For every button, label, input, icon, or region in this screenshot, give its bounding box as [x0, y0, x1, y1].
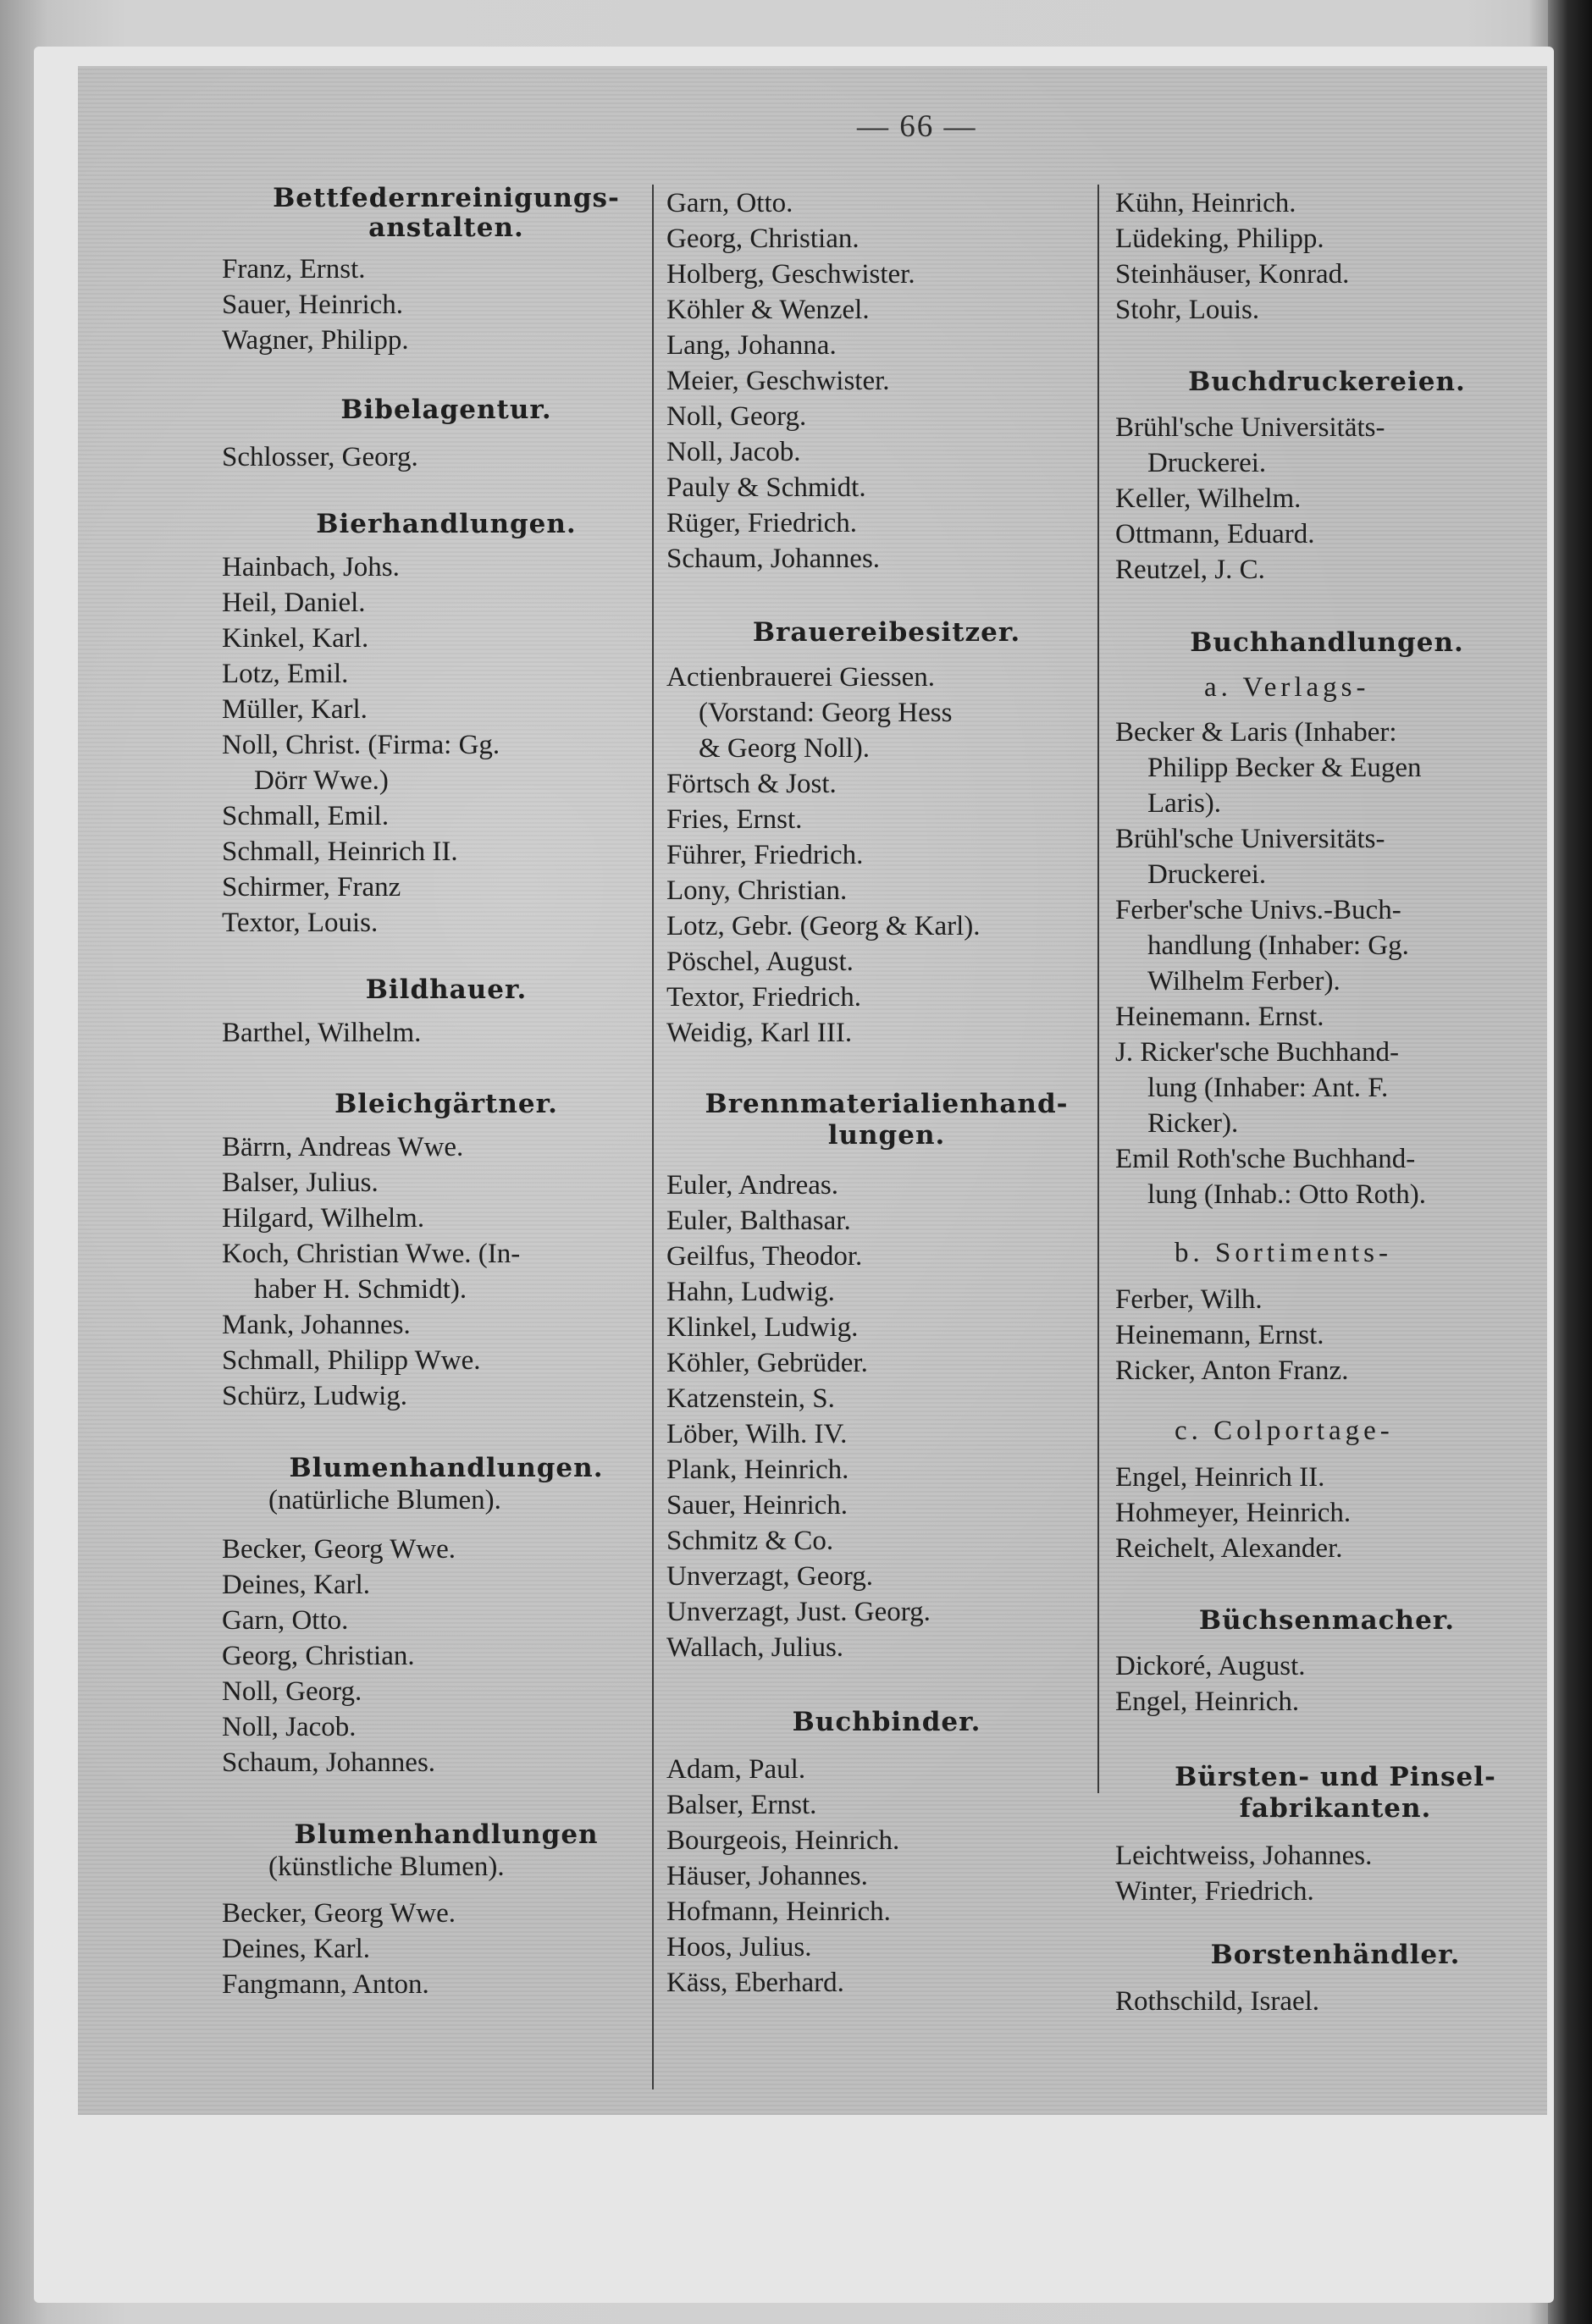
list-item: Deines, Karl.: [222, 1570, 371, 1600]
list-item: Schmall, Emil.: [222, 801, 390, 831]
list-item: Geilfus, Theodor.: [666, 1241, 863, 1272]
list-item-continuation: (Vorstand: Georg Hess: [699, 698, 953, 728]
list-item: Schaum, Johannes.: [666, 544, 881, 574]
list-item: Deines, Karl.: [222, 1934, 371, 1964]
list-item: Weidig, Karl III.: [666, 1018, 853, 1048]
list-item: Engel, Heinrich II.: [1115, 1462, 1325, 1493]
directory-column-2: [666, 66, 1124, 2115]
list-item: Klinkel, Ludwig.: [666, 1312, 859, 1343]
list-item: Noll, Jacob.: [666, 437, 801, 467]
list-item: Heinemann. Ernst.: [1115, 1002, 1324, 1032]
list-item: Pöschel, August.: [666, 947, 854, 977]
list-item: Fangmann, Anton.: [222, 1969, 429, 2000]
heading-bleichgaertner: Bleichgärtner.: [334, 1089, 558, 1119]
list-item-continuation: Laris).: [1147, 788, 1222, 819]
list-item-continuation: Philipp Becker & Eugen: [1147, 753, 1422, 783]
heading-bettfedern-cont: anstalten.: [368, 213, 524, 243]
list-item: Schmall, Heinrich II.: [222, 836, 458, 867]
list-item: Garn, Otto.: [666, 188, 793, 218]
print-area: [78, 66, 1547, 2115]
subheading-colportage: c. Colportage-: [1175, 1416, 1394, 1446]
list-item-continuation: Druckerei.: [1147, 448, 1267, 478]
list-item-continuation: Wilhelm Ferber).: [1147, 966, 1340, 996]
heading-brauereibesitzer: Brauereibesitzer.: [752, 617, 1021, 648]
list-item: Hahn, Ludwig.: [666, 1277, 835, 1307]
heading-buersten-cont: fabrikanten.: [1239, 1793, 1432, 1824]
list-item: Dickoré, August.: [1115, 1651, 1306, 1681]
list-item: Schaum, Johannes.: [222, 1747, 436, 1778]
list-item: Lang, Johanna.: [666, 330, 837, 361]
list-item: Häuser, Johannes.: [666, 1861, 868, 1891]
list-item: Lüdeking, Philipp.: [1115, 224, 1324, 254]
list-item: Förtsch & Jost.: [666, 769, 837, 799]
list-item: Müller, Karl.: [222, 694, 368, 725]
list-item: Unverzagt, Georg.: [666, 1561, 874, 1592]
list-item-continuation: Druckerei.: [1147, 859, 1267, 890]
directory-column-1: [222, 66, 679, 2115]
list-item: Lotz, Emil.: [222, 659, 349, 689]
heading-subtitle: (künstliche Blumen).: [268, 1852, 505, 1882]
list-item: Becker & Laris (Inhaber:: [1115, 717, 1397, 748]
list-item: Köhler & Wenzel.: [666, 295, 870, 325]
list-item: Textor, Louis.: [222, 908, 379, 938]
list-item: Schmall, Philipp Wwe.: [222, 1345, 481, 1376]
heading-buchdruckereien: Buchdruckereien.: [1188, 367, 1466, 397]
list-item: Hohmeyer, Heinrich.: [1115, 1498, 1352, 1528]
list-item: Mank, Johannes.: [222, 1310, 411, 1340]
list-item: Brühl'sche Universitäts-: [1115, 824, 1385, 854]
heading-buchbinder: Buchbinder.: [792, 1707, 981, 1737]
list-item: Emil Roth'sche Buchhand-: [1115, 1144, 1416, 1174]
list-item: Noll, Georg.: [222, 1676, 362, 1707]
list-item: Ricker, Anton Franz.: [1115, 1355, 1349, 1386]
list-item: Garn, Otto.: [222, 1605, 349, 1636]
list-item: Holberg, Geschwister.: [666, 259, 915, 290]
heading-brennmaterialienhandlungen: Brennmaterialienhand-: [705, 1089, 1069, 1119]
list-item: Becker, Georg Wwe.: [222, 1534, 456, 1565]
list-item: Franz, Ernst.: [222, 254, 366, 284]
list-item: Rüger, Friedrich.: [666, 508, 858, 538]
list-item: Kinkel, Karl.: [222, 623, 369, 654]
list-item: Wallach, Julius.: [666, 1632, 844, 1663]
list-item-continuation: handlung (Inhaber: Gg.: [1147, 930, 1409, 961]
subheading-sortiments: b. Sortiments-: [1175, 1238, 1392, 1268]
page-number: — 66 —: [857, 109, 977, 144]
list-item: Keller, Wilhelm.: [1115, 483, 1302, 514]
heading-bierhandlungen: Bierhandlungen.: [316, 509, 577, 539]
list-item: Lony, Christian.: [666, 875, 848, 906]
list-item: Hainbach, Johs.: [222, 552, 400, 582]
list-item: Balser, Ernst.: [666, 1790, 817, 1820]
list-item: Sauer, Heinrich.: [222, 290, 404, 320]
list-item: Rothschild, Israel.: [1115, 1986, 1320, 2017]
list-item: Leichtweiss, Johannes.: [1115, 1841, 1373, 1871]
list-item: Schirmer, Franz: [222, 872, 401, 903]
list-item: Katzenstein, S.: [666, 1383, 835, 1414]
list-item: Löber, Wilh. IV.: [666, 1419, 848, 1449]
heading-buersten-pinselfabrikanten: Bürsten- und Pinsel-: [1175, 1762, 1496, 1792]
list-item: Noll, Georg.: [666, 401, 807, 432]
list-item: Kühn, Heinrich.: [1115, 188, 1296, 218]
list-item-continuation: Ricker).: [1147, 1108, 1239, 1139]
heading-subtitle: (natürliche Blumen).: [268, 1485, 501, 1515]
list-item: Lotz, Gebr. (Georg & Karl).: [666, 911, 981, 941]
list-item: Noll, Christ. (Firma: Gg.: [222, 730, 500, 760]
list-item: Schürz, Ludwig.: [222, 1381, 408, 1411]
directory-column-3: [1115, 66, 1573, 2115]
list-item: Bourgeois, Heinrich.: [666, 1825, 900, 1856]
list-item: Euler, Andreas.: [666, 1170, 839, 1201]
heading-borstenhaendler: Borstenhändler.: [1210, 1940, 1461, 1970]
list-item: Ferber, Wilh.: [1115, 1284, 1263, 1315]
list-item: Georg, Christian.: [666, 224, 860, 254]
list-item: Unverzagt, Just. Georg.: [666, 1597, 931, 1627]
list-item: Textor, Friedrich.: [666, 982, 862, 1013]
list-item-continuation: Dörr Wwe.): [254, 765, 389, 796]
list-item: Schmitz & Co.: [666, 1526, 834, 1556]
list-item-continuation: haber H. Schmidt).: [254, 1274, 467, 1305]
list-item: Fries, Ernst.: [666, 804, 803, 835]
subheading-verlags: a. Verlags-: [1204, 672, 1370, 703]
list-item: Actienbrauerei Giessen.: [666, 662, 936, 693]
list-item: Pauly & Schmidt.: [666, 472, 866, 503]
list-item: Winter, Friedrich.: [1115, 1876, 1314, 1907]
list-item: Käss, Eberhard.: [666, 1968, 844, 1998]
list-item-continuation: & Georg Noll).: [699, 733, 870, 764]
heading-bettfedern: Bettfedernreinigungs-: [273, 183, 620, 213]
list-item: Engel, Heinrich.: [1115, 1686, 1300, 1717]
list-item: Hofmann, Heinrich.: [666, 1896, 891, 1927]
list-item-continuation: lung (Inhab.: Otto Roth).: [1147, 1179, 1427, 1210]
list-item: Balser, Julius.: [222, 1168, 379, 1198]
list-item: Ottmann, Eduard.: [1115, 519, 1315, 549]
list-item: Euler, Balthasar.: [666, 1206, 851, 1236]
heading-blumenhandlungen-kuenstlich: Blumenhandlungen: [294, 1819, 599, 1850]
heading-bildhauer: Bildhauer.: [365, 974, 528, 1005]
list-item: Bärrn, Andreas Wwe.: [222, 1132, 464, 1162]
list-item: J. Ricker'sche Buchhand-: [1115, 1037, 1399, 1068]
list-item: Schlosser, Georg.: [222, 442, 418, 472]
list-item: Reutzel, J. C.: [1115, 555, 1265, 585]
list-item: Georg, Christian.: [222, 1641, 415, 1671]
list-item: Hoos, Julius.: [666, 1932, 812, 1962]
list-item: Meier, Geschwister.: [666, 366, 890, 396]
list-item: Steinhäuser, Konrad.: [1115, 259, 1350, 290]
list-item: Sauer, Heinrich.: [666, 1490, 849, 1521]
list-item: Wagner, Philipp.: [222, 325, 409, 356]
list-item: Stohr, Louis.: [1115, 295, 1260, 325]
list-item: Heil, Daniel.: [222, 588, 366, 618]
heading-blumenhandlungen-natuerlich: Blumenhandlungen.: [289, 1453, 604, 1483]
list-item: Noll, Jacob.: [222, 1712, 357, 1742]
list-item: Ferber'sche Univs.-Buch-: [1115, 895, 1401, 925]
heading-buechsenmacher: Büchsenmacher.: [1198, 1605, 1456, 1636]
list-item: Führer, Friedrich.: [666, 840, 864, 870]
heading-buchhandlungen: Buchhandlungen.: [1190, 627, 1464, 658]
list-item: Becker, Georg Wwe.: [222, 1898, 456, 1929]
heading-bibelagentur: Bibelagentur.: [340, 395, 552, 425]
list-item-continuation: lung (Inhaber: Ant. F.: [1147, 1073, 1389, 1103]
list-item: Barthel, Wilhelm.: [222, 1018, 422, 1048]
list-item: Heinemann, Ernst.: [1115, 1320, 1324, 1350]
heading-brennmaterialienhandlungen-cont: lungen.: [827, 1120, 946, 1151]
list-item: Hilgard, Wilhelm.: [222, 1203, 425, 1234]
list-item: Reichelt, Alexander.: [1115, 1533, 1343, 1564]
list-item: Koch, Christian Wwe. (In-: [222, 1239, 521, 1269]
list-item: Köhler, Gebrüder.: [666, 1348, 868, 1378]
list-item: Brühl'sche Universitäts-: [1115, 412, 1385, 443]
list-item: Adam, Paul.: [666, 1754, 806, 1785]
list-item: Plank, Heinrich.: [666, 1455, 849, 1485]
